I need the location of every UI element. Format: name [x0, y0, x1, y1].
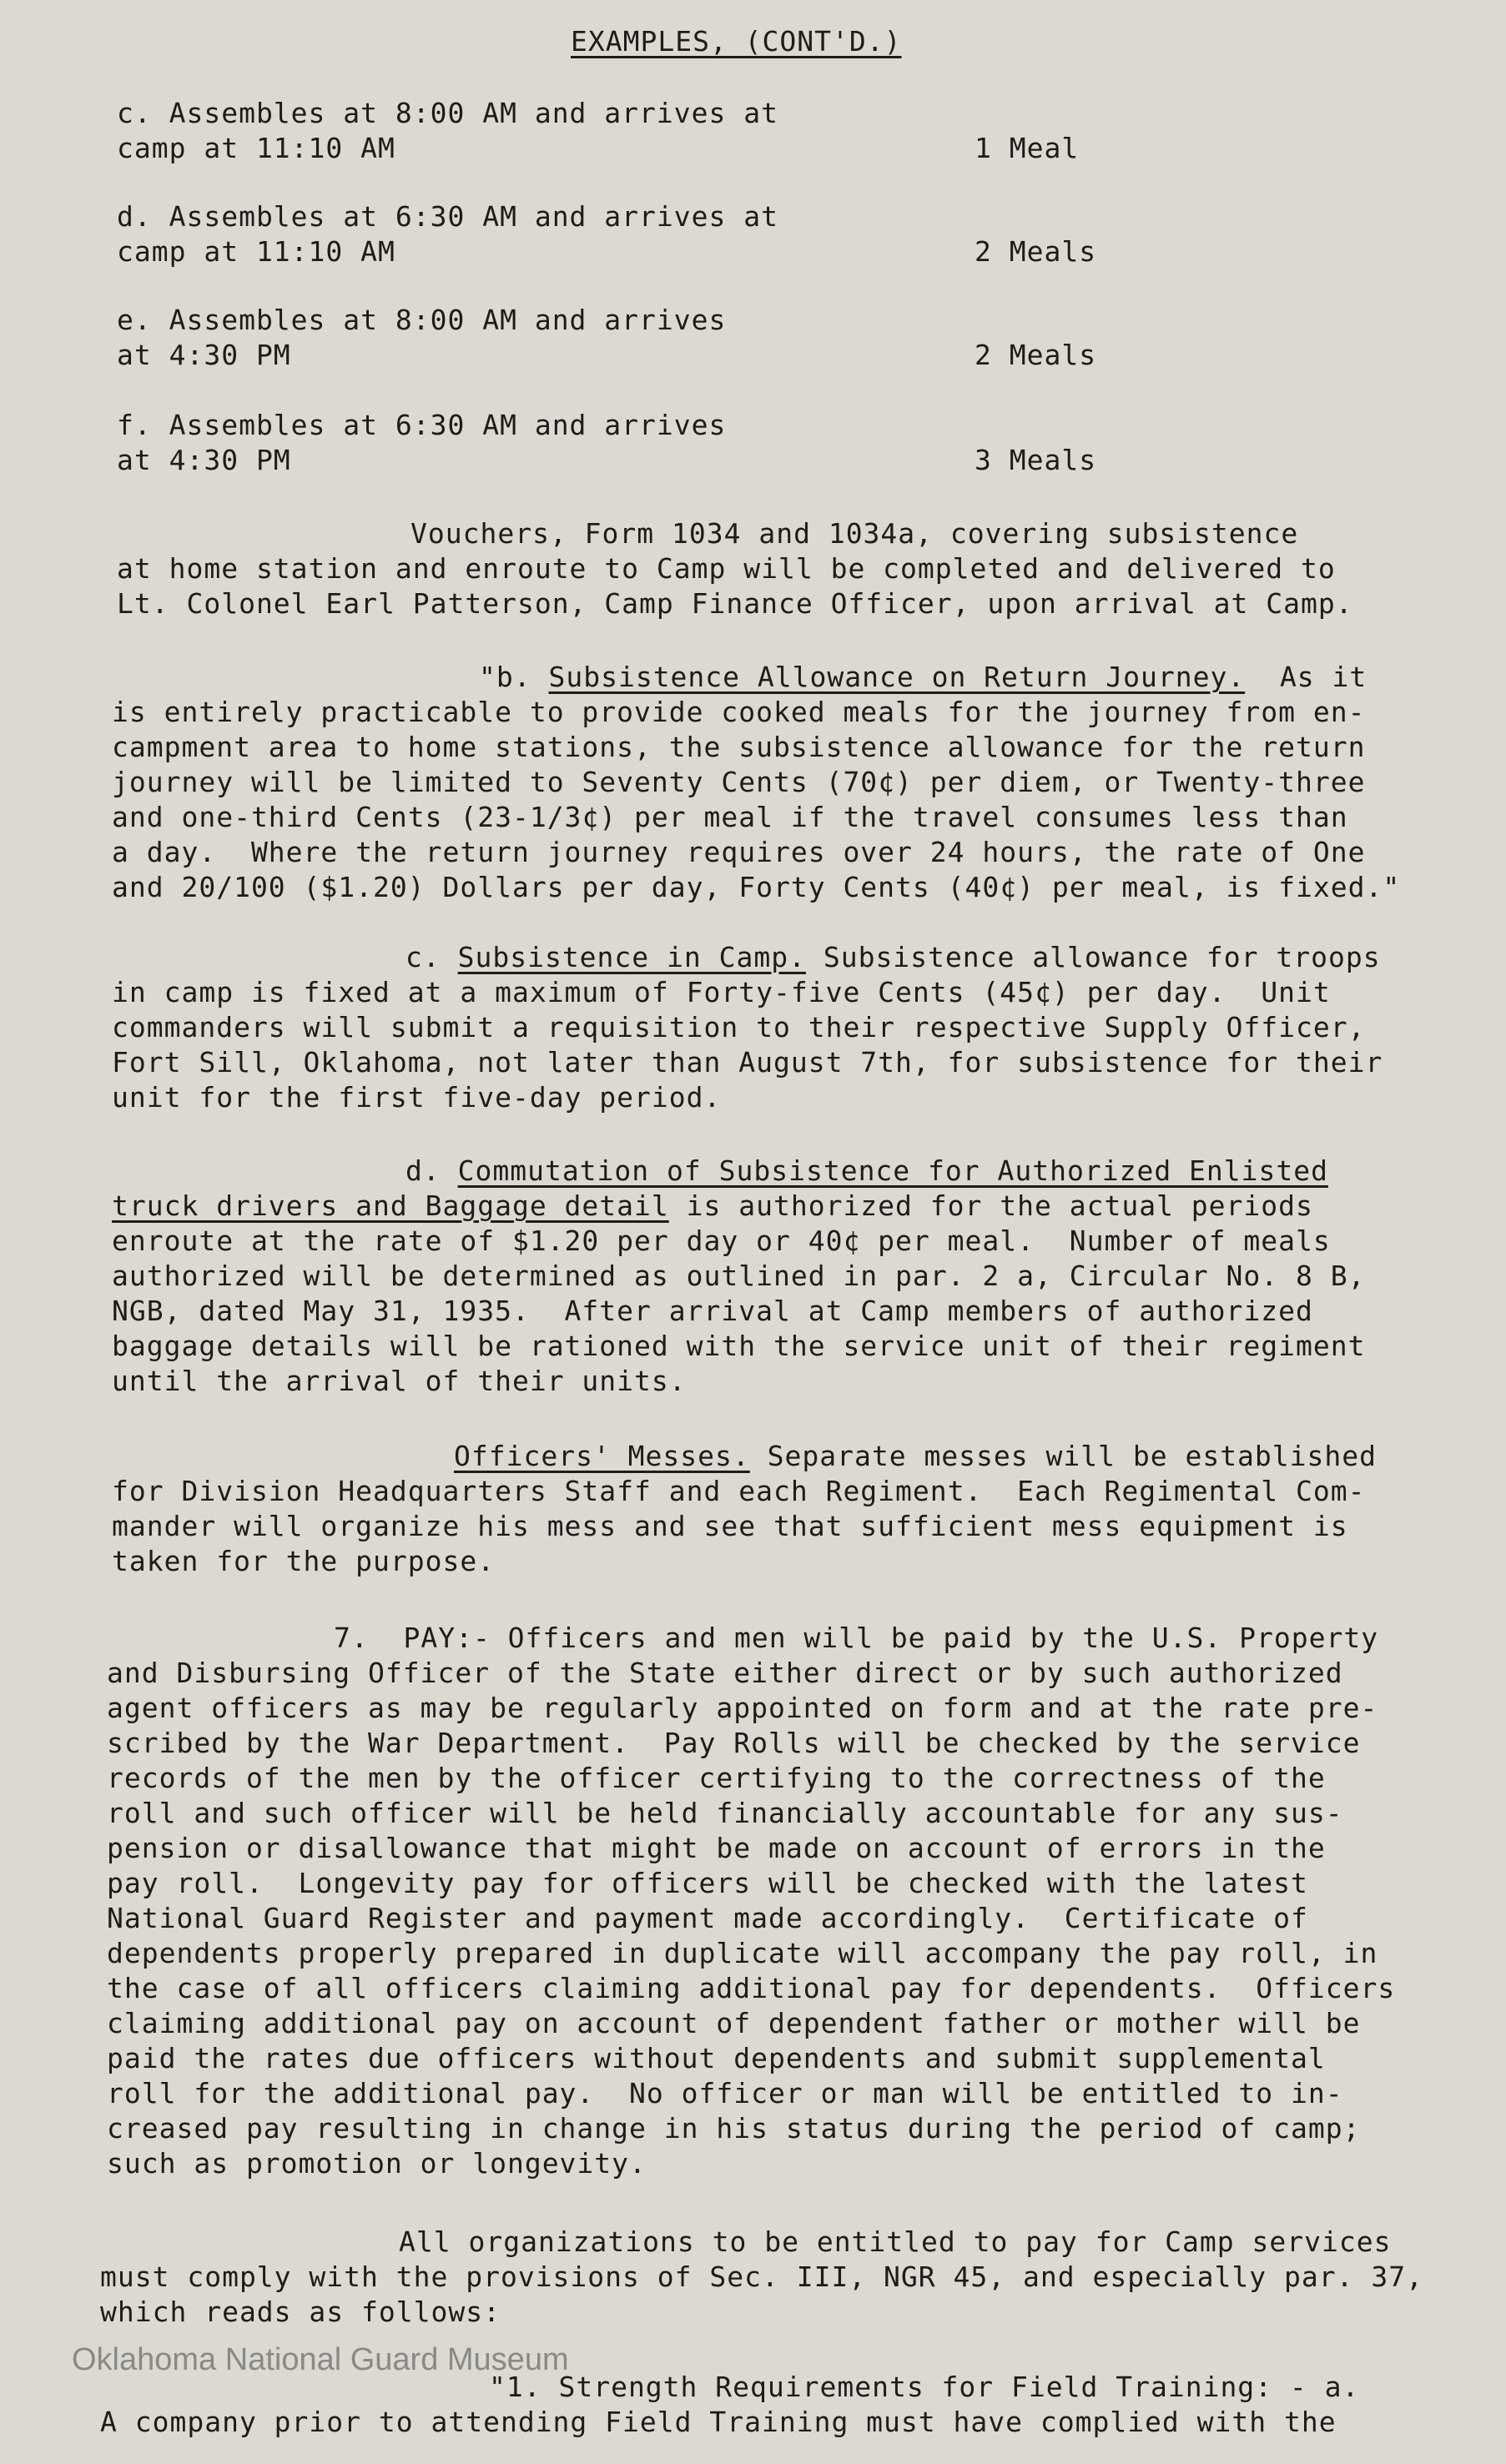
section-b-line: and 20/100 ($1.20) Dollars per day, Forty Cents (40¢) per meal, is fixed.": [112, 871, 1401, 903]
section-c-line: in camp is fixed at a maximum of Forty-five Cents (45¢) per day. Unit: [112, 976, 1331, 1008]
section-d-line: authorized will be determined as outlined in par. 2 a, Circular No. 8 B,: [112, 1260, 1366, 1292]
section-d-second-line: [112, 1189, 1313, 1223]
example-f-line2: at 4:30 PM: [117, 444, 291, 476]
section-d-line: NGB, dated May 31, 1935. After arrival at Camp members of authorized: [112, 1295, 1313, 1327]
section-d-first-line: [405, 1154, 1328, 1188]
organizations-line: All organizations to be entitled to pay for Camp services: [399, 2225, 1392, 2258]
pay-line: 7. PAY:- Officers and men will be paid by the U.S. Property: [334, 1622, 1379, 1654]
section-b-first-line: [479, 661, 1367, 694]
section-c-title: Subsistence in Camp.: [457, 941, 806, 973]
section-b-line: is entirely practicable to provide cooked meals for the journey from en-: [112, 696, 1366, 728]
example-c-meals: 1 Meal: [975, 132, 1080, 164]
section-c-line: commanders will submit a requisition to their respective Supply Officer,: [112, 1011, 1366, 1043]
messes-line: taken for the purpose.: [112, 1545, 496, 1577]
section-c-line: Fort Sill, Oklahoma, not later than August 7th, for subsistence for their: [112, 1046, 1383, 1079]
section-d-text: is authorized for the actual periods: [668, 1189, 1313, 1222]
museum-watermark: Oklahoma National Guard Museum: [72, 2342, 569, 2377]
section-c-line: unit for the first five-day period.: [112, 1081, 722, 1114]
pay-line: such as promotion or longevity.: [107, 2147, 647, 2180]
pay-line: paid the rates due officers without dependents and submit supplemental: [107, 2042, 1326, 2074]
example-d-line1: d. Assembles at 6:30 AM and arrives at: [117, 200, 778, 233]
section-d-line: enroute at the rate of $1.20 per day or 40¢ per meal. Number of meals: [112, 1224, 1331, 1257]
quote-line: A company prior to attending Field Training must have complied with the: [100, 2406, 1337, 2438]
pay-line: scribed by the War Department. Pay Rolls will be checked by the service: [107, 1727, 1361, 1759]
pay-line: pension or disallowance that might be made on account of errors in the: [107, 1832, 1326, 1864]
messes-text: Separate messes will be established: [749, 1440, 1378, 1472]
example-f-line1: f. Assembles at 6:30 AM and arrives: [117, 409, 727, 441]
example-c-line2: camp at 11:10 AM: [117, 132, 395, 164]
pay-line: roll and such officer will be held financially accountable for any sus-: [107, 1797, 1343, 1829]
pay-line: creased pay resulting in change in his status during the period of camp;: [107, 2112, 1361, 2145]
pay-line: National Guard Register and payment made accordingly. Certificate of: [107, 1902, 1308, 1934]
example-d-meals: 2 Meals: [975, 235, 1097, 268]
section-d-prefix: d.: [405, 1154, 458, 1187]
pay-line: roll for the additional pay. No officer or man will be entitled to in-: [107, 2077, 1343, 2109]
section-b-line: and one-third Cents (23-1/3¢) per meal if the travel consumes less than: [112, 801, 1348, 833]
vouchers-line: Vouchers, Form 1034 and 1034a, covering subsistence: [410, 517, 1299, 550]
pay-line: dependents properly prepared in duplicate will accompany the pay roll, in: [107, 1937, 1378, 1969]
section-b-text: As it: [1245, 661, 1367, 693]
example-e-line1: e. Assembles at 8:00 AM and arrives: [117, 304, 727, 336]
organizations-line: must comply with the provisions of Sec. III, NGR 45, and especially par. 37,: [100, 2260, 1423, 2293]
pay-line: records of the men by the officer certifying to the correctness of the: [107, 1762, 1326, 1794]
messes-first-line: [454, 1440, 1377, 1473]
page-heading: EXAMPLES, (CONT'D.): [571, 25, 902, 58]
pay-line: and Disbursing Officer of the State either direct or by such authorized: [107, 1657, 1343, 1689]
messes-title: Officers' Messes.: [454, 1440, 750, 1472]
pay-line: agent officers as may be regularly appointed on form and at the rate pre-: [107, 1692, 1378, 1724]
section-d-title-continued: truck drivers and Baggage detail: [112, 1189, 669, 1222]
vouchers-line: at home station and enroute to Camp will be completed and delivered to: [117, 552, 1336, 585]
messes-line: mander will organize his mess and see that sufficient mess equipment is: [112, 1510, 1348, 1542]
messes-line: for Division Headquarters Staff and each Regiment. Each Regimental Com-: [112, 1475, 1366, 1507]
quote-line: "1. Strength Requirements for Field Training: - a.: [489, 2371, 1360, 2403]
section-b-line: a day. Where the return journey requires over 24 hours, the rate of One: [112, 836, 1366, 868]
section-b-title: Subsistence Allowance on Return Journey.: [548, 661, 1246, 693]
pay-line: pay roll. Longevity pay for officers will be checked with the latest: [107, 1867, 1308, 1899]
pay-line: claiming additional pay on account of dependent father or mother will be: [107, 2007, 1361, 2039]
section-c-text: Subsistence allowance for troops: [805, 941, 1381, 973]
section-c-first-line: [405, 941, 1381, 974]
section-d-line: until the arrival of their units.: [112, 1365, 687, 1397]
example-d-line2: camp at 11:10 AM: [117, 235, 395, 268]
section-b-line: journey will be limited to Seventy Cents (70¢) per diem, or Twenty-three: [112, 766, 1366, 798]
section-c-prefix: c.: [405, 941, 458, 973]
pay-line: the case of all officers claiming additional pay for dependents. Officers: [107, 1972, 1396, 2004]
vouchers-line: Lt. Colonel Earl Patterson, Camp Finance Officer, upon arrival at Camp.: [117, 587, 1353, 620]
example-c-line1: c. Assembles at 8:00 AM and arrives at: [117, 97, 778, 129]
section-b-line: campment area to home stations, the subsistence allowance for the return: [112, 731, 1366, 763]
section-d-title: Commutation of Subsistence for Authorized Enlisted: [457, 1154, 1328, 1187]
section-d-line: baggage details will be rationed with the service unit of their regiment: [112, 1330, 1366, 1362]
example-e-meals: 2 Meals: [975, 339, 1097, 371]
organizations-line: which reads as follows:: [100, 2296, 501, 2328]
example-f-meals: 3 Meals: [975, 444, 1097, 476]
section-b-prefix: "b.: [479, 661, 549, 693]
example-e-line2: at 4:30 PM: [117, 339, 291, 371]
